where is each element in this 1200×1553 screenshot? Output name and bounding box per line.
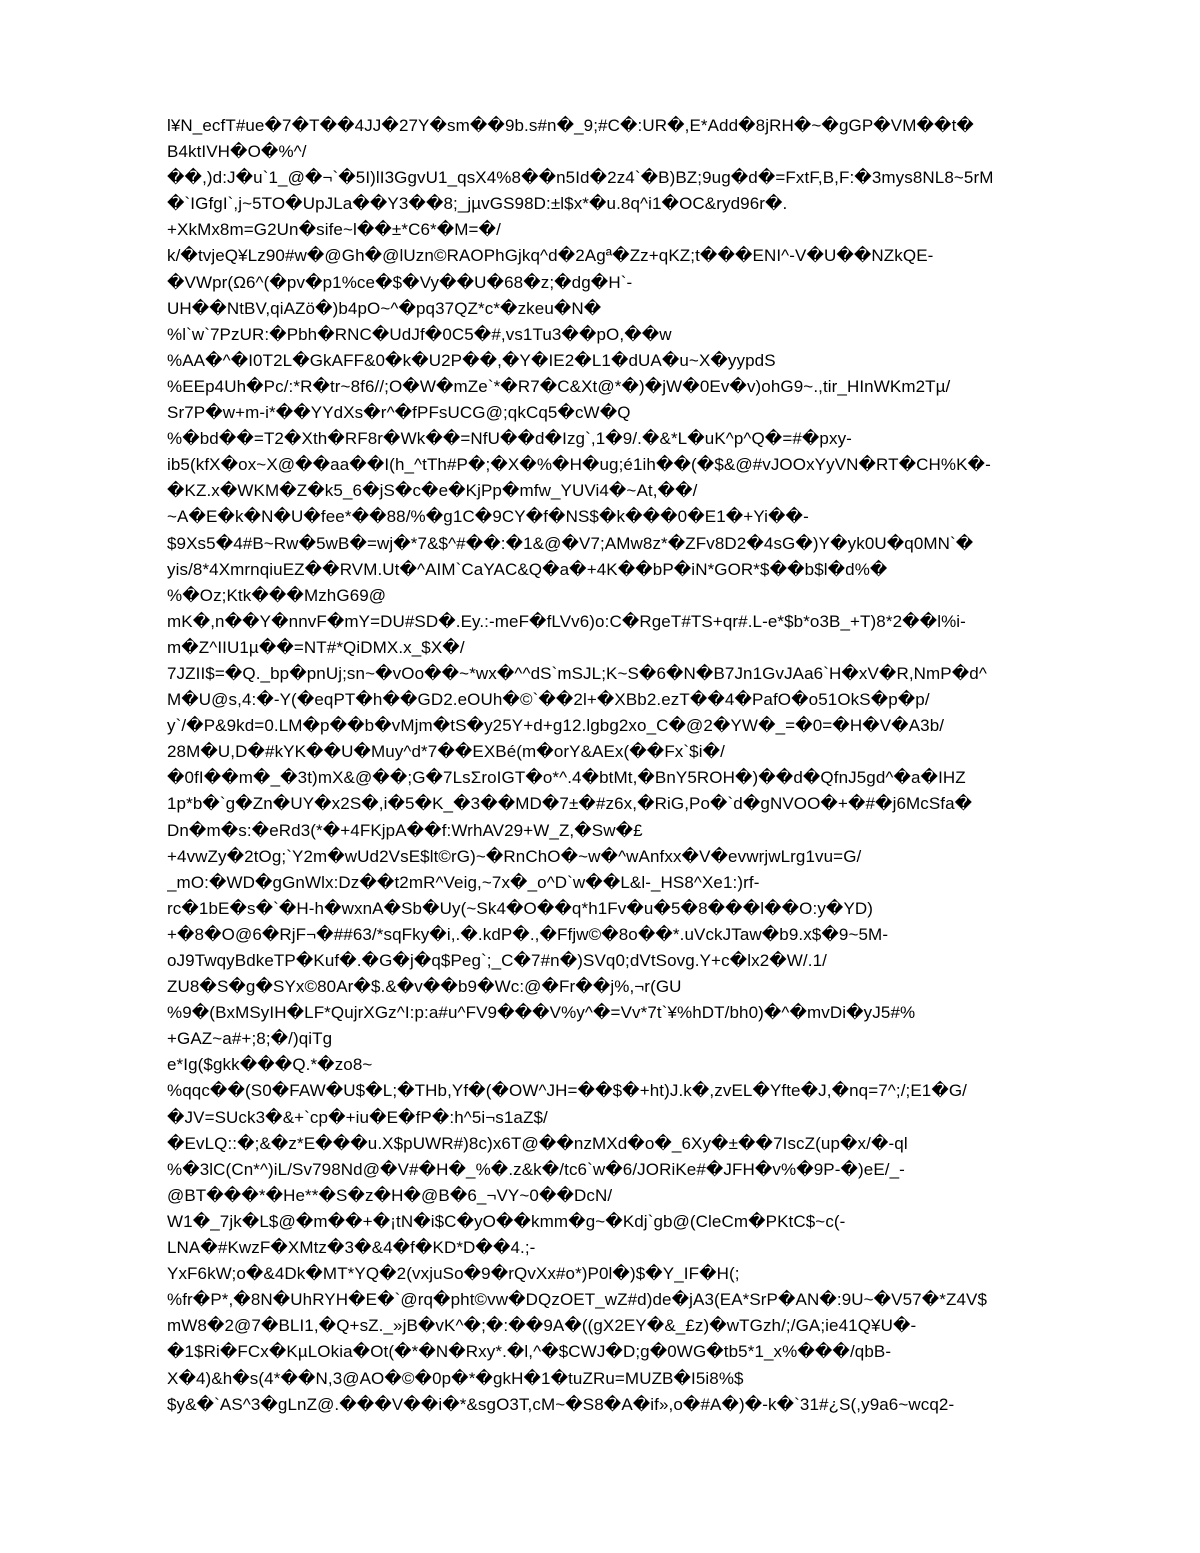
text-line: B4ktIVH�O�%^/: [167, 142, 307, 162]
text-line: �KZ.x�WKM�Z�k5_6�jS�c�e�KjPp�mfw_YUVi4�~At,��/: [167, 481, 698, 501]
text-line: %qqc��(S0�FAW�U$�L;�THb,Yf�(�OW^JH=��$�+ht)J.k�,zvEL�Yfte�J,�nq=7^;/;E1�G/: [167, 1081, 968, 1101]
text-line: $9Xs5�4#B~Rw�5wB�=wj�*7&$^#��:�1&@�V7;AMw8z*�ZFv8D2�4sG�)Y�yk0U�q0MN`�: [167, 533, 974, 553]
text-line: %fr�P*,�8N�UhRYH�E�`@rq�pht©vw�DQzOET_wZ#d)de�jA3(EA*SrP�AN�:9U~�V57�*Z4V$: [167, 1290, 988, 1310]
text-line: rc�1bE�s�`�H-h�wxnA�Sb�Uy(~Sk4�O��q*h1Fv�u�5�8���l��O:y�YD): [167, 898, 874, 918]
text-line: X�4)&h�s(4*��N,3@AO�©�0p�*�gkH�1�tuZRu=MUZB�I5i8%$: [167, 1368, 744, 1388]
text-line: UH��NtBV,qiAZö�)b4pO~^�pq37QZ*c*�zkeu�N�: [167, 298, 602, 318]
text-line: k/�tvjeQ¥Lz90#w�@Gh�@lUzn©RAOPhGjkq^d�2Agª�Zz+qKZ;t���ENI^-V�U��NZkQE-: [167, 246, 934, 266]
text-line: %AA�^�I0T2L�GkAFF&0�k�U2P��,�Y�IE2�L1�dUA�u~X�yypdS: [167, 350, 776, 370]
text-line: y`/�P&9kd=0.LM�p��b�vMjm�tS�y25Y+d+g12.lgbg2xo_C�@2�YW�_=�0=�H�V�A3b/: [167, 716, 945, 736]
text-line: _mO:�WD�gGnWlx:Dz��t2mR^Veig,~7x�_o^D`w��L&l-_HS8^Xe1:)rf-: [167, 872, 760, 892]
text-line: %EEp4Uh�Pc/:*R�tr~8f6//;O�W�mZe`*�R7�C&Xt@*�)�jW�0Ev�v)ohG9~.,tir_HInWKm2Tµ/: [167, 376, 951, 396]
text-line: @BT���*�He**�S�z�H�@B�6_¬VY~0��DcN/: [167, 1185, 613, 1205]
text-line: yis/8*4XmrnqiuEZ��RVM.Ut�^AIM`CaYAC&Q�a�+4K��bP�iN*GOR*$��b$l�d%�: [167, 559, 888, 579]
text-line: 1p*b�`g�Zn�UY�x2S�,i�5�K_�3��MD�7±�#z6x,�RiG,Po�`d�gNVOO�+�#�j6McSfa�: [167, 794, 973, 814]
text-line: ZU8�S�g�SYx©80Ar�$.&�v��b9�Wc:@�Fr��j%,¬r(GU: [167, 977, 682, 997]
text-line: +4vwZy�2tOg;`Y2m�wUd2VsE$lt©rG)~�RnChO�~w�^wAnfxx�V�evwrjwLrg1vu=G/: [167, 846, 862, 866]
text-line: %�bd��=T2�Xth�RF8r�Wk��=NfU��d�Izg`,1�9/.�&*L�uK^p^Q�=#�pxy-: [167, 429, 852, 449]
text-line: %9�(BxMSyIH�LF*QujrXGz^I:p:a#u^FV9���V%y^�=Vv*7t`¥%hDT/bh0)�^�mvDi�yJ5#%: [167, 1003, 916, 1023]
text-line: oJ9TwqyBdkeTP�Kuf�.�G�j�q$Peg`;_C�7#n�)SVq0;dVtSovg.Y+c�lx2�W/.1/: [167, 951, 827, 970]
text-line: 7JZII$=�Q._bp�pnUj;sn~�vOo��~*wx�^^dS`mSJL;K~S�6�N�B7Jn1GvJAa6`H�xV�R,NmP�d^: [167, 663, 987, 683]
text-line: l¥N_ecfT#ue�7�T��4JJ�27Y�sm��9b.s#n�_9;#C�:UR�,E*Add�8jRH�~�gGP�VM��t�: [167, 116, 974, 135]
text-line: Sr7P�w+m-i*��YYdXs�r^�fPFsUCG@;qkCq5�cW�Q: [167, 403, 631, 423]
text-line: ib5(kfX�ox~X@��aa��I(h_^tTh#P�;�X�%�H�ug;é1ih��(�$&@#vJOOxYyVN�RT�CH%K�-: [167, 455, 991, 475]
text-line: %�3lC(Cn*^)iL/Sv798Nd@�V#�H�_%�.z&k�/tc6`w�6/JORiKe#�JFH�v%�9P-�)eE/_-: [167, 1159, 905, 1179]
text-line: mW8�2@7�BLI1,�Q+sZ._»jB�vK^�;�:��9A�((gX2EY�&_£z)�wTGzh/;/GA;ie41Q¥U�-: [167, 1316, 917, 1336]
text-line: YxF6kW;o�&4Dk�MT*YQ�2(vxjuSo�9�rQvXx#o*)P0l�)$�Y_IF�H(;: [167, 1264, 740, 1284]
text-line: $y&�`AS^3�gLnZ@.���V��i�*&sgO3T,cM~�S8�A�if»,o�#A�)�-k�`31#¿S(,y9a6~wcq2-: [167, 1394, 955, 1414]
text-line: M�U@s,4:�-Y(�eqPT�h��GD2.eOUh�©`��2l+�XBb2.ezT��4�PafO�o51OkS�p�p/: [167, 690, 930, 710]
text-line: m�Z^IIU1µ��=NT#*QiDMX.x_$X�/: [167, 637, 465, 657]
text-line: ~A�E�k�N�U�fee*��88/%�g1C�9CY�f�NS$�k���0�E1�+Yi��-: [167, 507, 809, 527]
text-line: W1�_7jk�L$@�m��+�¡tN�i$C�yO��kmm�g~�Kdj`gb@(CleCm�PKtC$~c(-: [167, 1211, 846, 1231]
document-body-text: [167, 113, 1127, 1418]
text-line: +�8�O@6�RjF¬�##63/*sqFky�i,.�.kdP�.,�Ffjw©�8o��*.uVckJTaw�b9.x$�9~5M-: [167, 924, 889, 944]
text-line: �EvLQ::�;&�z*E���u.X$pUWR#)8c)x6T@��nzMXd�o�_6Xy�±��7IscZ(up�x/�-ql: [167, 1133, 908, 1153]
text-line: +XkMx8m=G2Un�sife~l��±*C6*�M=�/: [167, 220, 501, 240]
text-line: e*Ig($gkk���Q.*�zo8~: [167, 1055, 373, 1075]
text-line: �0fI��m�_�3t)mX&@��;G�7LsΣroIGT�o*^.4�btMt,�BnY5ROH�)��d�QfnJ5gd^�a�IHZ: [167, 768, 966, 788]
text-line: mK�,n��Y�nnvF�mY=DU#SD�.Ey.:-meF�fLVv6)o:C�RgeT#TS+qr#.L-e*$b*o3B_+T)8*2��l%i-: [167, 611, 966, 631]
text-line: ��,)d:J�u`1_@�¬`�5I)lI3GgvU1_qsX4%8��n5Id�2z4`�B)BZ;9ug�d�=FxtF,B,F:�3mys8NL8~5rM: [167, 168, 994, 188]
text-line: Dn�m�s:�eRd3(*�+4FKjpA��f:WrhAV29+W_Z,�Sw�£: [167, 820, 643, 840]
text-line: 28M�U,D�#kYK��U�Muy^d*7��EXBé(m�orY&AEx(��Fx`$i�/: [167, 742, 725, 762]
text-line: +GAZ~a#+;8;�/)qiTg: [167, 1029, 333, 1049]
text-line: �JV=SUck3�&+`cp�+iu�E�fP�:h^5i¬s1aZ$/: [167, 1107, 548, 1127]
text-line: %l`w`7PzUR:�Pbh�RNC�UdJf�0C5�#,vs1Tu3��pO,��w: [167, 324, 672, 344]
text-line: LNA�#KwzF�XMtz�3�&4�f�KD*D��4.;-: [167, 1238, 536, 1258]
text-line: %�Oz;Ktk���MzhG69@: [167, 585, 387, 605]
text-line: �`IGfgI`,j~5TO�UpJLa��Y3��8;_jµvGS98D:±l$x*�u.8q^i1�OC&ryd96r�.: [167, 194, 788, 214]
text-line: �VWpr(Ω6^(�pv�p1%ce�$�Vy��U�68�z;�dg�H`-: [167, 272, 633, 292]
text-line: �1$Ri�FCx�KµLOkia�Ot(�*�N�Rxy*.�l,^�$CWJ�D;g�0WG�tb5*1_x%���/qbB-: [167, 1342, 892, 1362]
